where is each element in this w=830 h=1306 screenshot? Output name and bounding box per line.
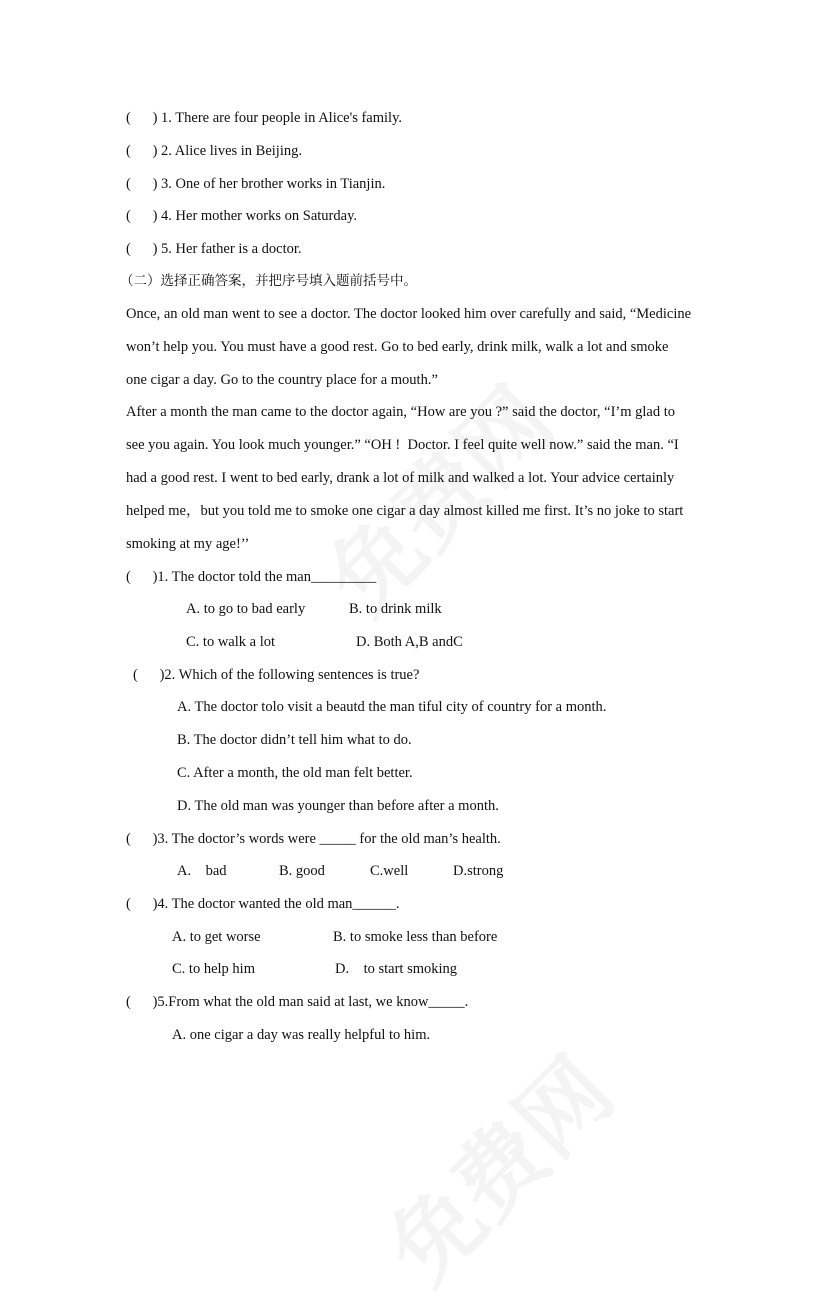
passage-line: Once, an old man went to see a doctor. The doctor looked him over carefully and said, “Medicine [126,306,692,322]
passage-line: had a good rest. I went to bed early, drank a lot of milk and walked a lot. Your advice certainly [126,470,675,486]
option: B. The doctor didn’t tell him what to do. [177,732,412,748]
true-false-item: ( ) 4. Her mother works on Saturday. [126,208,358,224]
option: B. to drink milk [349,601,442,617]
option: A. one cigar a day was really helpful to him. [172,1027,431,1043]
option: C. After a month, the old man felt better. [177,765,413,781]
option: B. to smoke less than before [333,929,498,945]
true-false-item: ( ) 1. There are four people in Alice's family. [126,110,403,126]
option: A. to go to bad early [186,601,306,617]
option: D. The old man was younger than before after a month. [177,798,499,814]
passage-line: see you again. You look much younger.” “OH ! Doctor. I feel quite well now.” said the man. “I [126,437,679,453]
watermark [354,1024,637,1306]
question-stem: ( )5.From what the old man said at last, we know_____. [126,994,469,1010]
true-false-item: ( ) 3. One of her brother works in Tianjin. [126,176,386,192]
option: A. The doctor tolo visit a beautd the man tiful city of country for a month. [177,699,607,715]
passage-line: won’t help you. You must have a good rest. Go to bed early, drink milk, walk a lot and smoke [126,339,669,355]
option: B. good [279,863,325,879]
section-heading: （二）选择正确答案，并把序号填入题前括号中。 [120,273,417,289]
question-stem: ( )2. Which of the following sentences is true? [133,667,420,683]
option: A. to get worse [172,929,261,945]
option: C. to walk a lot [186,634,276,650]
passage-line: one cigar a day. Go to the country place for a mouth.” [126,372,438,388]
option: D. Both A,B andC [356,634,463,650]
passage-line: helped me，but you told me to smoke one cigar a day almost killed me first. It’s no joke to start [126,503,684,519]
option: A. bad [177,863,227,879]
true-false-item: ( ) 5. Her father is a doctor. [126,241,302,257]
true-false-item: ( ) 2. Alice lives in Beijing. [126,143,302,159]
question-stem: ( )1. The doctor told the man_________ [126,569,377,585]
passage-line: After a month the man came to the doctor again, “How are you ?” said the doctor, “I’m glad to [126,404,676,420]
option: D. to start smoking [335,961,458,977]
passage-line: smoking at my age!’’ [126,536,250,552]
question-stem: ( )4. The doctor wanted the old man______. [126,896,400,912]
option: C. to help him [172,961,255,977]
option: C.well [370,863,409,879]
option: D.strong [453,863,504,879]
watermark [294,354,577,637]
question-stem: ( )3. The doctor’s words were _____ for the old man’s health. [126,831,501,847]
